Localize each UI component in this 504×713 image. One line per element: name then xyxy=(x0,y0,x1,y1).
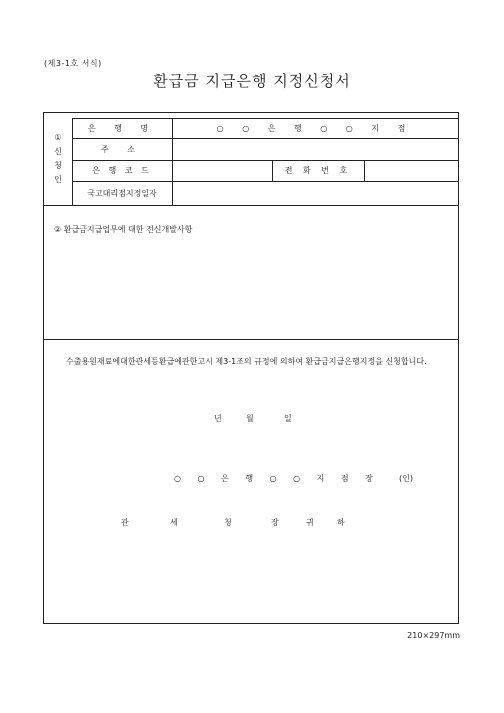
phone-value[interactable] xyxy=(364,160,458,181)
declaration-text: 수출용원재료에대한관세등환급에관한고시 제3-1조의 규정에 의하여 환급금지급은행지정을 신청합니다. xyxy=(66,357,427,366)
application-form-sheet xyxy=(43,112,459,624)
recipient-char: 귀 xyxy=(306,518,314,527)
recipient-char: 장 xyxy=(271,518,279,527)
date-day: 일 xyxy=(284,414,292,423)
paper-size-note: 210×297mm xyxy=(407,631,460,640)
form-number-label: (제3-1호 서식) xyxy=(44,59,102,68)
section-divider xyxy=(44,205,458,206)
bank-name-label: 은 행 명 xyxy=(87,123,157,133)
recipient-char: 세 xyxy=(170,518,178,527)
side-label-char: 신 xyxy=(54,147,62,156)
section-divider xyxy=(44,339,458,340)
address-label: 주 소 xyxy=(101,144,143,154)
signer-bank-branch: ○ ○ 은 행 ○ ○ 지 점 장 xyxy=(174,474,380,483)
seal-mark: (인) xyxy=(399,474,413,483)
recipient-char: 하 xyxy=(337,518,345,527)
address-value[interactable] xyxy=(172,138,458,160)
side-label-char: 청 xyxy=(54,161,62,170)
bank-code-value[interactable] xyxy=(172,160,272,181)
recipient-char: 관 xyxy=(121,518,129,527)
applicant-side-label xyxy=(44,131,72,187)
phone-label: 전 화 번 호 xyxy=(284,166,352,175)
form-title: 환급금 지급은행 지정신청서 xyxy=(153,72,351,90)
date-year: 년 xyxy=(214,414,222,423)
side-label-char: 인 xyxy=(54,175,62,184)
date-month: 월 xyxy=(246,414,254,423)
bank-code-label: 은 행 코 드 xyxy=(92,166,152,175)
designation-date-value[interactable] xyxy=(172,181,458,205)
side-label-char: ① xyxy=(54,133,62,142)
telecom-section-label: ② 환급금지급업무에 대한 전신개발사항 xyxy=(54,225,193,234)
bank-name-value[interactable]: ○ ○ 은 행 ○ ○ 지 점 xyxy=(216,123,414,133)
recipient-char: 청 xyxy=(224,518,232,527)
designation-date-label: 국고대리점지정일자 xyxy=(87,188,157,198)
